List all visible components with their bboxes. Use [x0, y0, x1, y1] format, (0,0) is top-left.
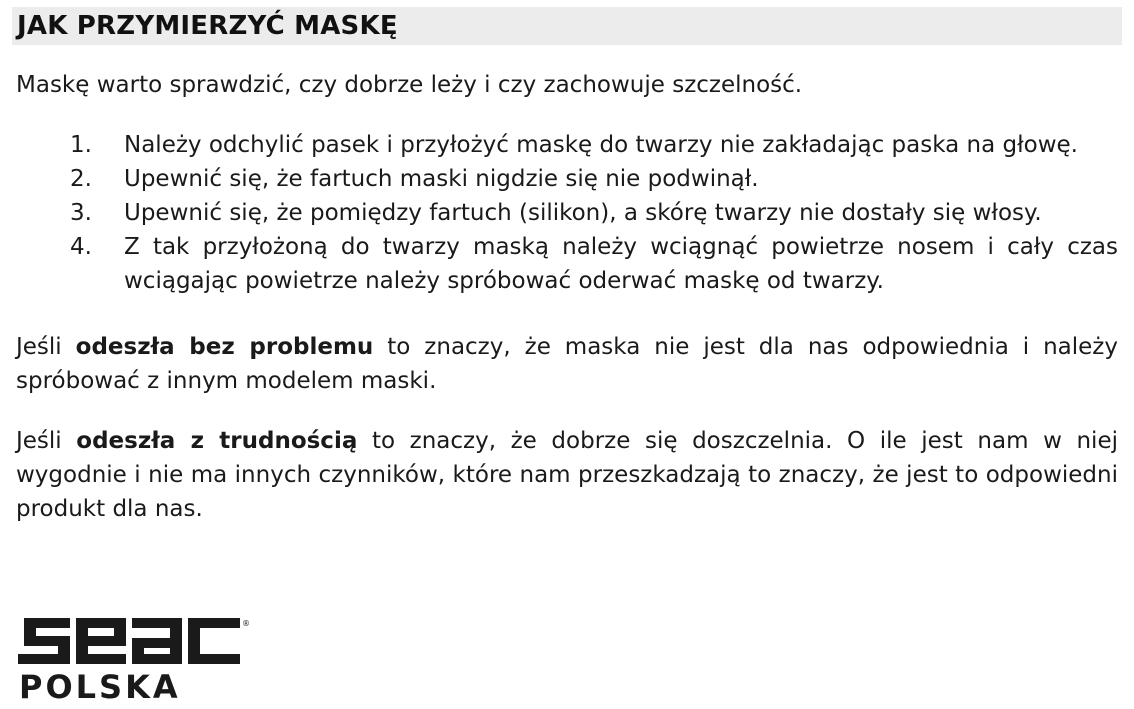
step-text: Z tak przyłożoną do twarzy maską należy wciągnąć powietrze nosem i cały czas wciągając powietrze należy spróbować oderwać maskę od twarzy.	[124, 234, 1118, 294]
list-item	[16, 128, 1118, 162]
step-text: Upewnić się, że fartuch maski nigdzie się nie podwinął.	[124, 166, 759, 192]
intro-text: Maskę warto sprawdzić, czy dobrze leży i czy zachowuje szczelność.	[16, 72, 803, 98]
step-number: 3.	[70, 200, 92, 226]
list-item	[16, 162, 1118, 196]
step-text: Należy odchylić pasek i przyłożyć maskę do twarzy nie zakładając paska na głowę.	[124, 132, 1078, 158]
paragraph-lead: Jeśli	[16, 334, 76, 360]
step-number: 1.	[70, 132, 92, 158]
list-item	[16, 196, 1118, 230]
logo-graphic	[16, 612, 256, 704]
step-number: 2.	[70, 166, 92, 192]
paragraph-rest: to znaczy, że dobrze się doszczelnia. O ile jest nam w niej wygodnie i nie ma innych czynników, które nam przeszkadzają to znaczy, że jest to odpowiedni produkt dla nas.	[16, 428, 1118, 522]
seac-polska-logo	[16, 612, 256, 704]
step-number: 4.	[70, 234, 92, 260]
steps-list	[16, 128, 1118, 298]
registered-mark: ®	[242, 619, 250, 628]
title-bar	[12, 7, 1122, 45]
paragraph-hard	[16, 424, 1118, 526]
step-text: Upewnić się, że pomiędzy fartuch (silikon), a skórę twarzy nie dostały się włosy.	[124, 200, 1042, 226]
paragraph-emphasis: odeszła bez problemu	[75, 334, 374, 360]
paragraph-easy	[16, 330, 1118, 398]
page-title: JAK PRZYMIERZYĆ MASKĘ	[17, 11, 398, 41]
paragraph-emphasis: odeszła z trudnością	[76, 428, 358, 454]
paragraph-lead: Jeśli	[16, 428, 77, 454]
paragraph-rest: to znaczy, że maska nie jest dla nas odpowiednia i należy spróbować z innym modelem maski.	[16, 334, 1118, 394]
seac-wordmark	[18, 618, 240, 664]
logo-subtitle: POLSKA	[19, 668, 181, 704]
list-item	[16, 230, 1118, 298]
